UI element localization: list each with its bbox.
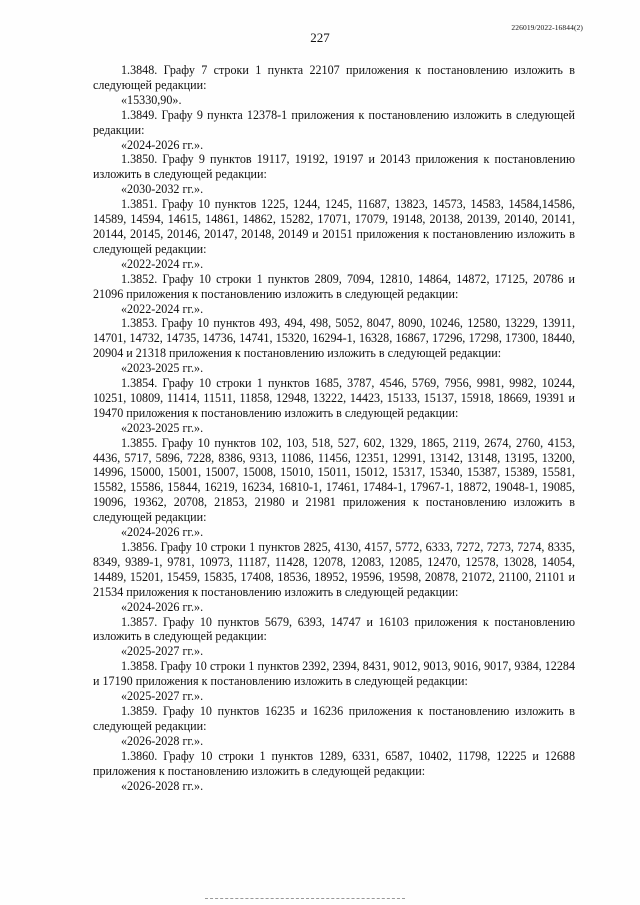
scan-artifact-divider: [205, 898, 405, 902]
amendment-paragraph: 1.3852. Графу 10 строки 1 пунктов 2809, 7094, 12810, 14864, 14872, 17125, 20786 и 21096 приложения к постановлению изложить в следующей редакции:: [93, 271, 575, 301]
amendment-value: «2024-2026 гг.».: [121, 599, 204, 614]
amendment-value: «2030-2032 гг.».: [121, 182, 204, 197]
amendment-paragraph: 1.3853. Графу 10 пунктов 493, 494, 498, 5052, 8047, 8090, 10246, 12580, 13229, 13911, 14701, 14732, 14735, 14736, 14741, 15320, 16294-1, 16328, 16867, 17296, 17298, 17300, 18440, 20904 и 21318 приложения к постановлению изложить в следующей редакции:: [93, 316, 575, 361]
page-number: 227: [310, 30, 330, 45]
amendment-value: «2023-2025 гг.».: [121, 420, 204, 435]
amendment-value: «2026-2028 гг.».: [121, 733, 204, 748]
amendment-paragraph: 1.3856. Графу 10 строки 1 пунктов 2825, 4130, 4157, 5772, 6333, 7272, 7273, 7274, 8335, 8349, 9389-1, 9781, 10973, 11187, 11428, 12078, 12083, 12085, 12470, 12578, 13028, 14054, 14489, 15201, 15459, 15835, 17408, 18536, 18952, 19596, 19598, 20878, 21072, 21100, 21101 и 21534 приложения к постановлению изложить в следующей редакции:: [93, 540, 575, 599]
amendment-value: «2024-2026 гг.».: [121, 525, 204, 540]
amendment-value: «2024-2026 гг.».: [121, 137, 204, 152]
amendment-paragraph: 1.3850. Графу 9 пунктов 19117, 19192, 19197 и 20143 приложения к постановлению изложить в следующей редакции:: [93, 152, 575, 182]
amendment-value: «2023-2025 гг.».: [121, 361, 204, 376]
amendment-value: «2025-2027 гг.».: [121, 644, 204, 659]
amendment-paragraph: 1.3859. Графу 10 пунктов 16235 и 16236 приложения к постановлению изложить в следующей редакции:: [93, 703, 575, 733]
amendment-paragraph: 1.3858. Графу 10 строки 1 пунктов 2392, 2394, 8431, 9012, 9013, 9016, 9017, 9384, 12284 и 17190 приложения к постановлению изложить в следующей редакции:: [93, 659, 575, 689]
amendment-paragraph: 1.3848. Графу 7 строки 1 пункта 22107 приложения к постановлению изложить в следующей редакции:: [93, 63, 575, 92]
amendment-value: «15330,90».: [121, 92, 182, 107]
amendment-value: «2022-2024 гг.».: [121, 256, 204, 271]
amendment-value: «2022-2024 гг.».: [121, 301, 204, 316]
amendment-paragraph: 1.3849. Графу 9 пункта 12378-1 приложения к постановлению изложить в следующей редакции:: [93, 107, 575, 137]
amendment-paragraph: 1.3860. Графу 10 строки 1 пунктов 1289, 6331, 6587, 10402, 11798, 12225 и 12688 приложения к постановлению изложить в следующей редакции:: [93, 748, 575, 778]
amendment-paragraph: 1.3851. Графу 10 пунктов 1225, 1244, 1245, 11687, 13823, 14573, 14583, 14584,14586, 14589, 14594, 14615, 14861, 14862, 15282, 17071, 17079, 19148, 20138, 20139, 20140, 20141, 20144, 20145, 20146, 20147, 20148, 20149 и 20151 приложения к постановлению изложить в следующей редакции:: [93, 197, 575, 256]
amendment-paragraph: 1.3857. Графу 10 пунктов 5679, 6393, 14747 и 16103 приложения к постановлению изложить в следующей редакции:: [93, 614, 575, 644]
amendment-paragraph: 1.3854. Графу 10 строки 1 пунктов 1685, 3787, 4546, 5769, 7956, 9981, 9982, 10244, 10251, 10809, 11414, 11511, 11858, 12948, 13222, 14423, 15133, 15137, 15918, 18669, 19391 и 19470 приложения к постановлению изложить в следующей редакции:: [93, 376, 575, 420]
document-registration-number: 226019/2022-16844(2): [511, 23, 583, 32]
amendment-paragraph: 1.3855. Графу 10 пунктов 102, 103, 518, 527, 602, 1329, 1865, 2119, 2674, 2760, 4153, 4436, 5717, 5896, 7228, 8386, 9313, 11086, 11456, 12351, 12991, 13142, 13148, 13195, 13200, 14996, 15000, 15001, 15007, 15008, 15010, 15011, 15012, 15317, 15340, 15387, 15389, 15581, 15582, 15586, 15844, 16219, 16234, 16810-1, 17461, 17484-1, 17967-1, 18872, 19048-1, 19085, 19096, 19362, 20708, 21853, 21980 и 21981 приложения к постановлению изложить в следующей редакции:: [93, 435, 575, 525]
document-body: [93, 63, 575, 793]
amendment-value: «2025-2027 гг.».: [121, 689, 204, 704]
amendment-value: «2026-2028 гг.».: [121, 778, 204, 793]
